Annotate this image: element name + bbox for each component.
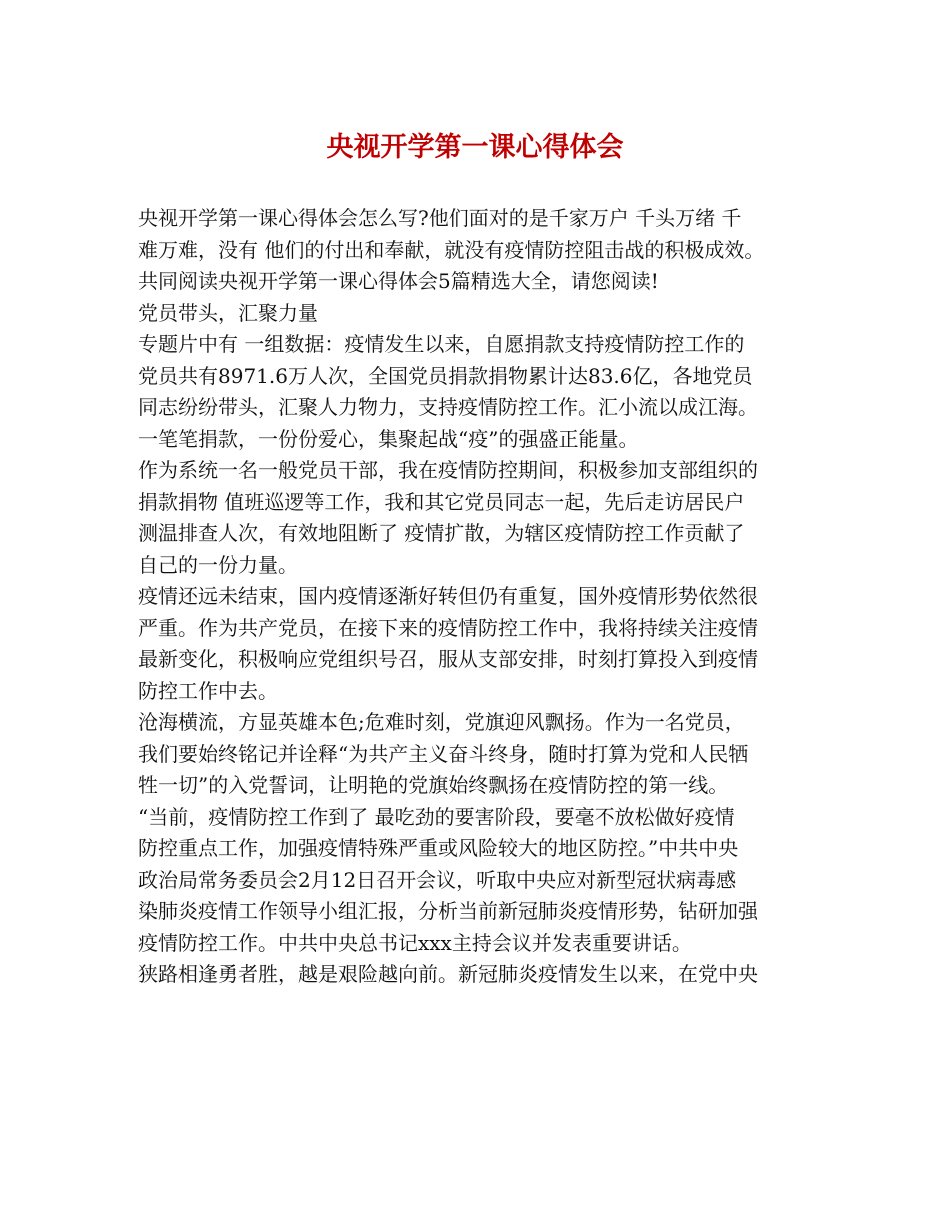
text-line: 测温排查人次，有效地阻断了 疫情扩散，为辖区疫情防控工作贡献了 — [138, 521, 745, 545]
text-line: 难万难，没有 他们的付出和奉献，就没有疫情防控阻击战的积极成效。 — [138, 237, 765, 262]
text-line: 专题片中有 一组数据：疫情发生以来，自愿捐款支持疫情防控工作的 — [138, 332, 745, 356]
text-line: 党员带头，汇聚力量 — [138, 300, 318, 325]
text-line: 央视开学第一课心得体会怎么写?他们面对的是千家万户 千头万绪 千 — [138, 206, 742, 230]
text-line: 染肺炎疫情工作领导小组汇报，分析当前新冠肺炎疫情形势，钻研加强 — [138, 899, 758, 923]
text-line: 作为系统一名一般党员干部，我在疫情防控期间，积极参加支部组织的 — [138, 458, 758, 482]
document-title: 央视开学第一课心得体会 — [326, 132, 624, 163]
text-line: 同志纷纷带头，汇聚人力物力，支持疫情防控工作。汇小流以成江海。 — [138, 395, 758, 419]
text-line: 政治局常务委员会2月12日召开会议，听取中央应对新型冠状病毒感 — [138, 867, 737, 892]
text-line: 狭路相逢勇者胜，越是艰险越向前。新冠肺炎疫情发生以来，在党中央 — [138, 962, 758, 986]
text-line: 捐款捐物 值班巡逻等工作，我和其它党员同志一起，先后走访居民户 — [138, 489, 745, 514]
text-line: 严重。作为共产党员，在接下来的疫情防控工作中，我将持续关注疫情 — [138, 615, 758, 640]
text-line: 最新变化，积极响应党组织号召，服从支部安排，时刻打算投入到疫情 — [138, 647, 758, 671]
text-line: 沧海横流，方显英雄本色;危难时刻，党旗迎风飘扬。作为一名党员， — [138, 710, 745, 734]
text-line: 疫情防控工作。中共中央总书记xxx主持会议并发表重要讲话。 — [138, 930, 692, 955]
text-line: “当前，疫情防控工作到了 最吃劲的要害阶段，要毫不放松做好疫情 — [138, 804, 735, 829]
text-line: 共同阅读央视开学第一课心得体会5篇精选大全，请您阅读! — [138, 269, 659, 293]
text-line: 党员共有8971.6万人次，全国党员捐款捐物累计达83.6亿，各地党员 — [138, 363, 753, 388]
text-line: 防控工作中去。 — [138, 678, 278, 703]
text-line: 一笔笔捐款，一份份爱心，集聚起战“疫”的强盛正能量。 — [138, 426, 639, 451]
document-body — [138, 203, 828, 991]
text-line: 我们要始终铭记并诠释“为共产主义奋斗终身，随时打算为党和人民牺 — [138, 741, 749, 766]
text-line: 疫情还远未结束，国内疫情逐渐好转但仍有重复，国外疫情形势依然很 — [138, 584, 758, 608]
text-line: 自己的一份力量。 — [138, 552, 298, 577]
text-line: 牲一切”的入党誓词，让明艳的党旗始终飘扬在疫情防控的第一线。 — [138, 773, 729, 797]
text-line: 防控重点工作，加强疫情特殊严重或风险较大的地区防控。”中共中央 — [138, 836, 739, 860]
